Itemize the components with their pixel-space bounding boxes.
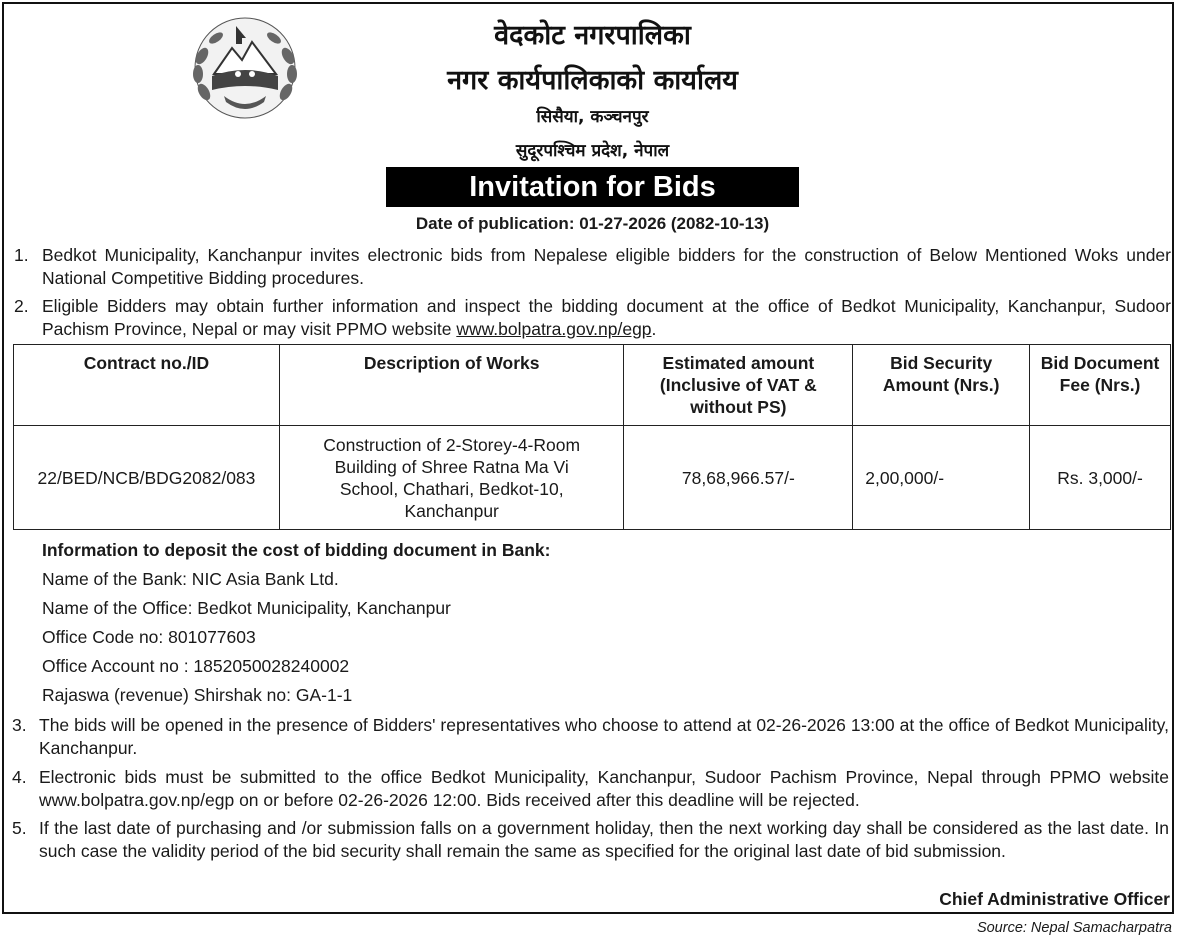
clause-4-number: 4. — [12, 767, 27, 787]
clause-1-number: 1. — [14, 245, 29, 265]
bank-office-code: Office Code no: 801077603 — [42, 627, 256, 647]
clause-2-number: 2. — [14, 296, 29, 316]
header-description: Description of Works — [279, 345, 624, 426]
header-contract: Contract no./ID — [14, 345, 280, 426]
clause-2-text: Eligible Bidders may obtain further information and inspect the bidding document at the office of Bedkot Municipality, Kanchanpur, Sudoor Pachism Province, Nepal or may visit PPMO website — [42, 296, 1171, 339]
clause-3-text: The bids will be opened in the presence of Bidders' representatives who choose to attend at 02-26-2026 13:00 at the office of Bedkot Municipality, Kanchanpur. — [39, 715, 1169, 758]
bank-info-heading: Information to deposit the cost of bidding document in Bank: — [42, 540, 551, 560]
clause-2 — [14, 295, 1171, 341]
bank-office-name: Name of the Office: Bedkot Municipality, Kanchanpur — [42, 598, 451, 618]
clause-3 — [12, 714, 1169, 760]
table-row — [14, 426, 1171, 530]
municipality-name: वेदकोट नगरपालिका — [494, 20, 691, 51]
bid-table — [13, 344, 1171, 530]
cell-security: 2,00,000/- — [853, 426, 1030, 530]
header-estimated-amount: Estimated amount (Inclusive of VAT & without PS) — [624, 345, 853, 426]
cell-contract: 22/BED/NCB/BDG2082/083 — [14, 426, 280, 530]
bank-revenue-code: Rajaswa (revenue) Shirshak no: GA-1-1 — [42, 685, 353, 705]
header-bid-security: Bid Security Amount (Nrs.) — [853, 345, 1030, 426]
clause-1 — [14, 244, 1171, 290]
office-province: सुदूरपश्चिम प्रदेश, नेपाल — [515, 141, 670, 161]
publication-date: Date of publication: 01-27-2026 (2082-10-13) — [415, 214, 770, 233]
clause-4 — [12, 766, 1169, 812]
bank-name: Name of the Bank: NIC Asia Bank Ltd. — [42, 569, 339, 589]
clause-5 — [12, 817, 1169, 863]
table-header-row — [14, 345, 1171, 426]
office-location: सिसैया, कञ्चनपुर — [536, 107, 649, 127]
cell-estimated: 78,68,966.57/- — [624, 426, 853, 530]
cell-fee: Rs. 3,000/- — [1030, 426, 1171, 530]
clause-3-number: 3. — [12, 715, 27, 735]
notice-frame — [2, 2, 1174, 914]
signatory-title: Chief Administrative Officer — [939, 889, 1170, 909]
bank-account: Office Account no : 1852050028240002 — [42, 656, 350, 676]
header-document-fee: Bid Document Fee (Nrs.) — [1030, 345, 1171, 426]
clause-2-body — [42, 295, 1171, 341]
clause-2-end: . — [651, 319, 657, 339]
clause-4-text: Electronic bids must be submitted to the office Bedkot Municipality, Kanchanpur, Sudoor Pachism Province, Nepal through PPMO website www.bolpatra.gov.np/egp on or before 02-26-2026 12:00. Bids received after this deadline will be rejected. — [39, 767, 1169, 810]
ppmo-website-link[interactable]: www.bolpatra.gov.np/egp — [456, 319, 652, 339]
clause-5-text: If the last date of purchasing and /or submission falls on a government holiday, then the next working day shall be considered as the last date. In such case the validity period of the bid security shall remain the same as specified for the original last date of bid submission. — [39, 818, 1169, 861]
clause-5-number: 5. — [12, 818, 27, 838]
notice-title: Invitation for Bids — [386, 167, 799, 207]
source-credit: Source: Nepal Samacharpatra — [976, 920, 1172, 936]
clause-1-text: Bedkot Municipality, Kanchanpur invites electronic bids from Nepalese eligible bidders for the construction of Below Mentioned Woks under National Competitive Bidding procedures. — [42, 245, 1171, 288]
cell-description: Construction of 2-Storey-4-Room Building of Shree Ratna Ma Vi School, Chathari, Bedkot-10, Kanchanpur — [279, 426, 624, 530]
office-name: नगर कार्यपालिकाको कार्यालय — [447, 65, 738, 96]
